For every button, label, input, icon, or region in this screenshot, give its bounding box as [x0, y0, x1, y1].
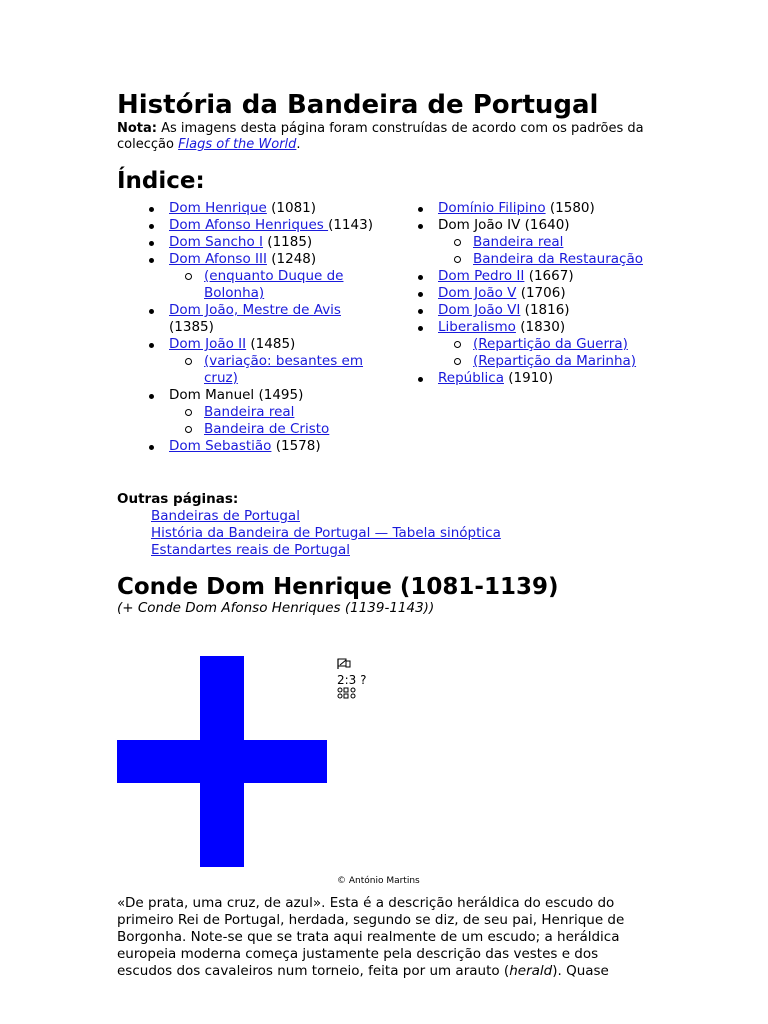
other-pages-list	[151, 508, 501, 559]
toc-item-text: (1081)	[266, 200, 317, 216]
nota-label: Nota:	[117, 121, 157, 136]
toc-link[interactable]: Dom João, Mestre de Avis	[169, 302, 341, 318]
toc-item	[438, 200, 668, 217]
toc-item-text: (1143)	[328, 217, 373, 233]
section-heading: Conde Dom Henrique (1081-1139)	[117, 574, 559, 600]
toc-item	[169, 200, 384, 217]
toc-item-text: (1816)	[520, 302, 570, 318]
toc-item-text: (1248)	[266, 251, 317, 267]
nota-paragraph	[117, 121, 657, 153]
toc-item	[169, 302, 384, 336]
other-page-link[interactable]: Bandeiras de Portugal	[151, 508, 300, 524]
toc-item	[169, 336, 384, 387]
toc-subitem	[473, 234, 668, 251]
page-title: História da Bandeira de Portugal	[117, 90, 599, 120]
paragraph-italic: herald	[509, 963, 553, 979]
toc-sublist	[169, 404, 384, 438]
toc-item-text: (1667)	[524, 268, 574, 284]
toc-item	[438, 285, 668, 302]
other-pages-heading: Outras páginas:	[117, 491, 239, 507]
body-paragraph	[117, 895, 657, 980]
other-page-link[interactable]: Estandartes reais de Portugal	[151, 542, 350, 558]
toc-item	[438, 370, 668, 387]
toc-item	[169, 438, 384, 455]
toc-link[interactable]: Dom João VI	[438, 302, 521, 318]
other-page-link[interactable]: História da Bandeira de Portugal — Tabela sinóptica	[151, 525, 501, 541]
flag-icon	[337, 658, 367, 673]
toc-link[interactable]: República	[438, 370, 504, 386]
toc-item-text: (1910)	[503, 370, 554, 386]
toc-item-text: (1485)	[246, 336, 296, 352]
toc-link[interactable]: Dom Sebastião	[169, 438, 272, 454]
toc-subitem	[473, 336, 668, 353]
toc-subitem	[204, 353, 384, 387]
toc-subitem	[204, 421, 384, 438]
index-heading: Índice:	[117, 168, 205, 194]
toc-item	[169, 251, 384, 302]
toc-subitem	[473, 251, 668, 268]
toc-sublink[interactable]: Bandeira de Cristo	[204, 421, 330, 437]
toc-sublink[interactable]: Bandeira real	[204, 404, 295, 420]
toc-item	[169, 387, 384, 438]
flags-of-the-world-link[interactable]: Flags of the World	[178, 137, 297, 152]
toc-item-text: (1830)	[515, 319, 566, 335]
cross-horizontal-bar	[117, 740, 327, 783]
toc-subitem	[204, 404, 384, 421]
toc-item-text: Dom João IV (1640)	[438, 217, 570, 233]
toc-link[interactable]: Domínio Filipino	[438, 200, 546, 216]
toc-subitem	[473, 353, 668, 370]
toc-item	[438, 302, 668, 319]
toc-link[interactable]: Dom Pedro II	[438, 268, 525, 284]
toc-item-text: (1385)	[169, 319, 214, 335]
image-credit: © António Martins	[337, 876, 420, 886]
toc-sublink[interactable]: (Repartição da Marinha)	[473, 353, 637, 369]
toc-column-2	[438, 200, 668, 387]
toc-sublink[interactable]: (enquanto Duque de Bolonha)	[204, 268, 344, 301]
toc-item	[438, 217, 668, 268]
flag-ratio: 2:3 ?	[337, 673, 367, 687]
paragraph-text-end: ). Quase	[552, 963, 609, 979]
toc-sublist	[169, 353, 384, 387]
nota-end: .	[296, 137, 301, 152]
toc-link[interactable]: Dom Sancho I	[169, 234, 264, 250]
toc-item-text: (1578)	[271, 438, 321, 454]
toc-item-text: (1580)	[545, 200, 595, 216]
toc-subitem	[204, 268, 384, 302]
toc-item	[438, 268, 668, 285]
toc-item	[169, 234, 384, 251]
toc-sublist	[169, 268, 384, 302]
toc-sublink[interactable]: (Repartição da Guerra)	[473, 336, 628, 352]
toc-link[interactable]: Dom Henrique	[169, 200, 267, 216]
toc-sublist	[438, 234, 668, 268]
toc-sublink[interactable]: Bandeira real	[473, 234, 564, 250]
toc-item	[438, 319, 668, 370]
toc-link[interactable]: Dom Afonso III	[169, 251, 267, 267]
section-subtitle: (+ Conde Dom Afonso Henriques (1139-1143))	[117, 600, 435, 616]
toc-item	[169, 217, 384, 234]
toc-item-text: Dom Manuel (1495)	[169, 387, 304, 403]
toc-item-text: (1185)	[263, 234, 313, 250]
toc-column-1	[169, 200, 384, 455]
flag-image	[117, 656, 327, 867]
toc-link[interactable]: Dom João II	[169, 336, 247, 352]
toc-item-text: (1706)	[516, 285, 566, 301]
flag-metadata	[337, 658, 367, 702]
toc-link[interactable]: Dom Afonso Henriques	[169, 217, 329, 233]
toc-link[interactable]: Liberalismo	[438, 319, 516, 335]
paragraph-text: «De prata, uma cruz, de azul». Esta é a descrição heráldica do escudo do primeiro Rei de Portugal, herdada, segundo se diz, de seu pai, Henrique de Borgonha. Note-se que se trata aqui realmente de um escudo; a heráldica europeia moderna começa justamente pela descrição das vestes e dos escudos dos cavaleiros num torneio, feita por um arauto (	[117, 895, 625, 979]
nota-text: As imagens desta página foram construídas de acordo com os padrões da colecção	[117, 121, 644, 152]
toc-sublink[interactable]: (variação: besantes em cruz)	[204, 353, 364, 386]
toc-sublist	[438, 336, 668, 370]
toc-sublink[interactable]: Bandeira da Restauração	[473, 251, 643, 267]
construction-sheet-icon	[337, 687, 367, 702]
toc-link[interactable]: Dom João V	[438, 285, 517, 301]
